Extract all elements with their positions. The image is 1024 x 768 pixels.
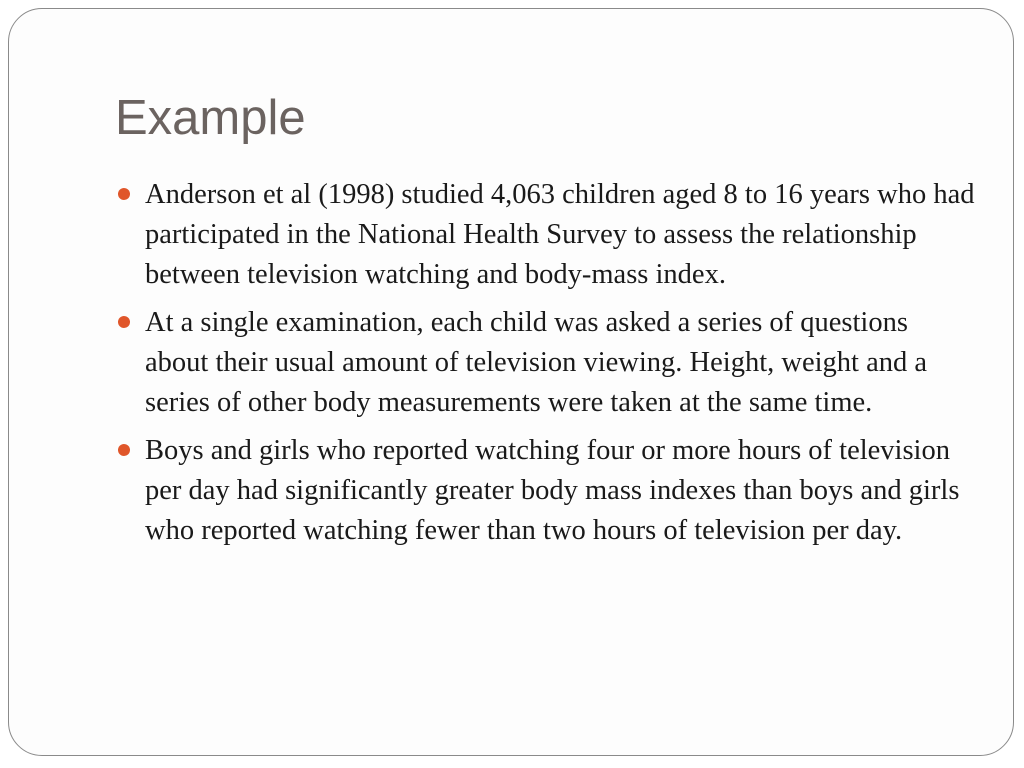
bullet-dot-icon bbox=[118, 188, 130, 200]
bullet-item bbox=[145, 431, 975, 551]
bullet-item bbox=[145, 303, 975, 423]
bullet-list bbox=[145, 175, 975, 559]
bullet-text: Boys and girls who reported watching four or more hours of television per day had significantly greater body mass indexes than boys and girls who reported watching fewer than two hours of television per day. bbox=[145, 435, 960, 546]
bullet-item bbox=[145, 175, 975, 295]
slide bbox=[8, 8, 1014, 756]
bullet-text: At a single examination, each child was asked a series of questions about their usual amount of television viewing. Height, weight and a series of other body measurements were taken at the same time. bbox=[145, 307, 927, 418]
bullet-text: Anderson et al (1998) studied 4,063 children aged 8 to 16 years who had participated in the National Health Survey to assess the relationship between television watching and body-mass index. bbox=[145, 179, 975, 290]
slide-title: Example bbox=[115, 91, 306, 145]
bullet-dot-icon bbox=[118, 444, 130, 456]
bullet-dot-icon bbox=[118, 316, 130, 328]
